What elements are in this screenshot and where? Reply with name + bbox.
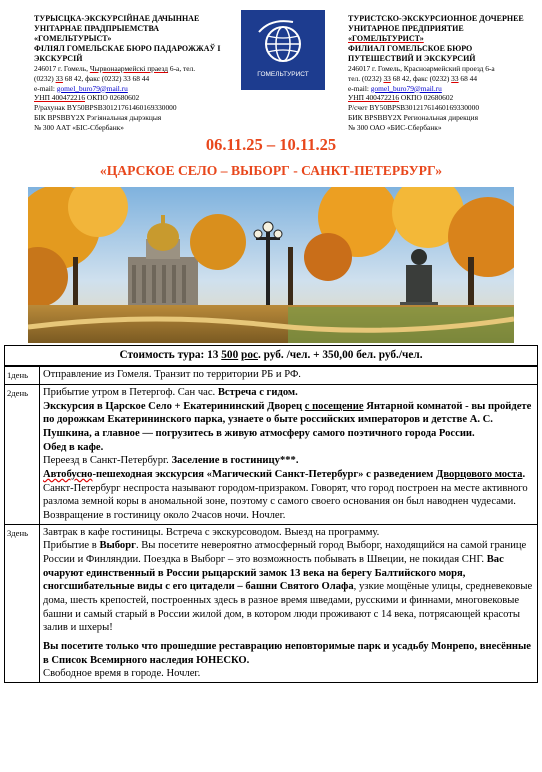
day-description: Прибытие утром в Петергоф. Сан час. Встреча с гидом. Экскурсия в Царское Село + Екатерининский Дворец с посещение Янтарной комнатой - вы пройдете по дорожкам Екатерининского парка, узнаете о быте российских императоров и детстве А. С. Пушкина, а главное — погрузитесь в живую атмосферу самого поэтичного города России. Обед в кафе. Переезд в Санкт-Петербург. Заселение в гостиницу***. Автобусно-пешеходная экскурсия «Магический Санкт-Петербург» с разведением Дворцового моста. Санкт-Петербург неспроста называют городом-призраком. Говорят, что город построен на месте активного разлома земной коры в аномальной зоне, поэтому с самого своего основания он был наводнен чудесами. Возвращение в гостиницу около 2часов ночи. Ночлег.: [40, 385, 538, 525]
account-by: Р/рахунак BY50BPSB30121761460169330000: [34, 103, 177, 113]
day-label: 1день: [5, 367, 40, 385]
bank-by: № 300 ААТ «БІС-Сбербанк»: [34, 122, 124, 132]
day-description: Завтрак в кафе гостиницы. Встреча с экскурсоводом. Выезд на программу. Прибытие в Выборг. Вы посетите невероятно атмосферный город Выборг, находящийся на самой границе России и Финляндии. Поездка в Выборг – это возможность побывать в Швеции, не покидая СНГ. Вас очаруют единственный в России рыцарский замок 13 века на берегу Балтийского моря, сногсшибательные виды с его цитадели – башни Святого Олафа, узкие мощёные улицы, средневековые дома, шесть крепостей, построенных здесь в разное время шведами, русскими и финнами, многовековые башни и самый старый в России жилой дом, в котором люди проживают с 14 века, потрясающей красоты залив и шхеры! Вы посетите только что прошедшие реставрацию неповторимые парк и усадьбу Монрепо, внесённые в Список Всемирного наследия ЮНЕСКО. Свободное время в городе. Ночлег.: [40, 524, 538, 682]
address-by: 246017 г. Гомель, Чырвонаармейскі праезд 6-а, тел.: [34, 64, 196, 73]
bik-ru: БИК BPSBBY2X Региональная дирекция: [348, 112, 478, 122]
day-label: 3день: [5, 524, 40, 682]
unp-by: УНП 400472216 ОКПО 02680602: [34, 93, 140, 103]
address-ru: 246017 г. Гомель, Красноармейский проезд 6-а: [348, 64, 495, 73]
org-name-by: ТУРЫСЦКА-ЭКСКУРСІЙНАЕ ДАЧЫННАЕ УНІТАРНАЕ ПРАДПРЫЕМСТВА «ГОМЕЛЬТУРЫСТ»: [34, 14, 200, 43]
phone-by: (0232) 33 68 42, факс (0232) 33 68 44: [34, 73, 150, 83]
tour-route-title: «ЦАРСКОЕ СЕЛО – ВЫБОРГ - САНКТ-ПЕТЕРБУРГ»: [99, 163, 443, 178]
table-row: [5, 524, 538, 682]
email-link-by[interactable]: gomel_buro79@mail.ru: [56, 83, 128, 93]
bank-ru: № 300 ОАО «БИС-Сбербанк»: [348, 122, 442, 132]
email-link-ru[interactable]: gomel_buro79@mail.ru: [370, 83, 442, 93]
table-row: [5, 367, 538, 385]
bik-by: БІК BPSBBY2X Рэгіянальная дырэкцыя: [34, 112, 162, 122]
logo-caption: ГОМЕЛЬТУРИСТ: [257, 71, 309, 78]
account-ru: Р/счет BY50BPSB30121761460169330000: [348, 103, 480, 113]
org-name-ru: ТУРИСТСКО-ЭКСКУРСИОННОЕ ДОЧЕРНЕЕ УНИТАРНОЕ ПРЕДПРИЯТИЕ «ГОМЕЛЬТУРИСТ»: [348, 14, 524, 43]
day-description: Отправление из Гомеля. Транзит по территории РБ и РФ.: [40, 367, 538, 385]
tour-dates: 06.11.25 – 10.11.25: [205, 135, 337, 154]
phone-ru: тел. (0232) 33 68 42, факс (0232) 33 68 44: [348, 73, 478, 83]
program-table: [4, 366, 538, 683]
banner-photo: [28, 187, 514, 343]
tour-price: Стоимость тура: 13 500 рос. руб. /чел. + 350,00 бел. руб./чел.: [4, 345, 538, 366]
unp-ru: УНП 400472216 ОКПО 02680602: [348, 93, 454, 103]
day-label: 2день: [5, 385, 40, 525]
header-right: [348, 14, 538, 132]
table-row: [5, 385, 538, 525]
branch-name-ru: ФИЛИАЛ ГОМЕЛЬСКОЕ БЮРО ПУТЕШЕСТВИЙ И ЭКСКУРСИЙ: [348, 44, 476, 63]
header-left: [34, 14, 226, 132]
company-logo: [241, 10, 325, 90]
branch-name-by: ФІЛІЯЛ ГОМЕЛЬСКАЕ БЮРО ПАДАРОЖЖАЎ І ЭКСКУРСІЙ: [34, 44, 221, 63]
email-by: e-mail: gomel_buro79@mail.ru: [34, 83, 128, 93]
email-ru: e-mail: gomel_buro79@mail.ru: [348, 83, 442, 93]
